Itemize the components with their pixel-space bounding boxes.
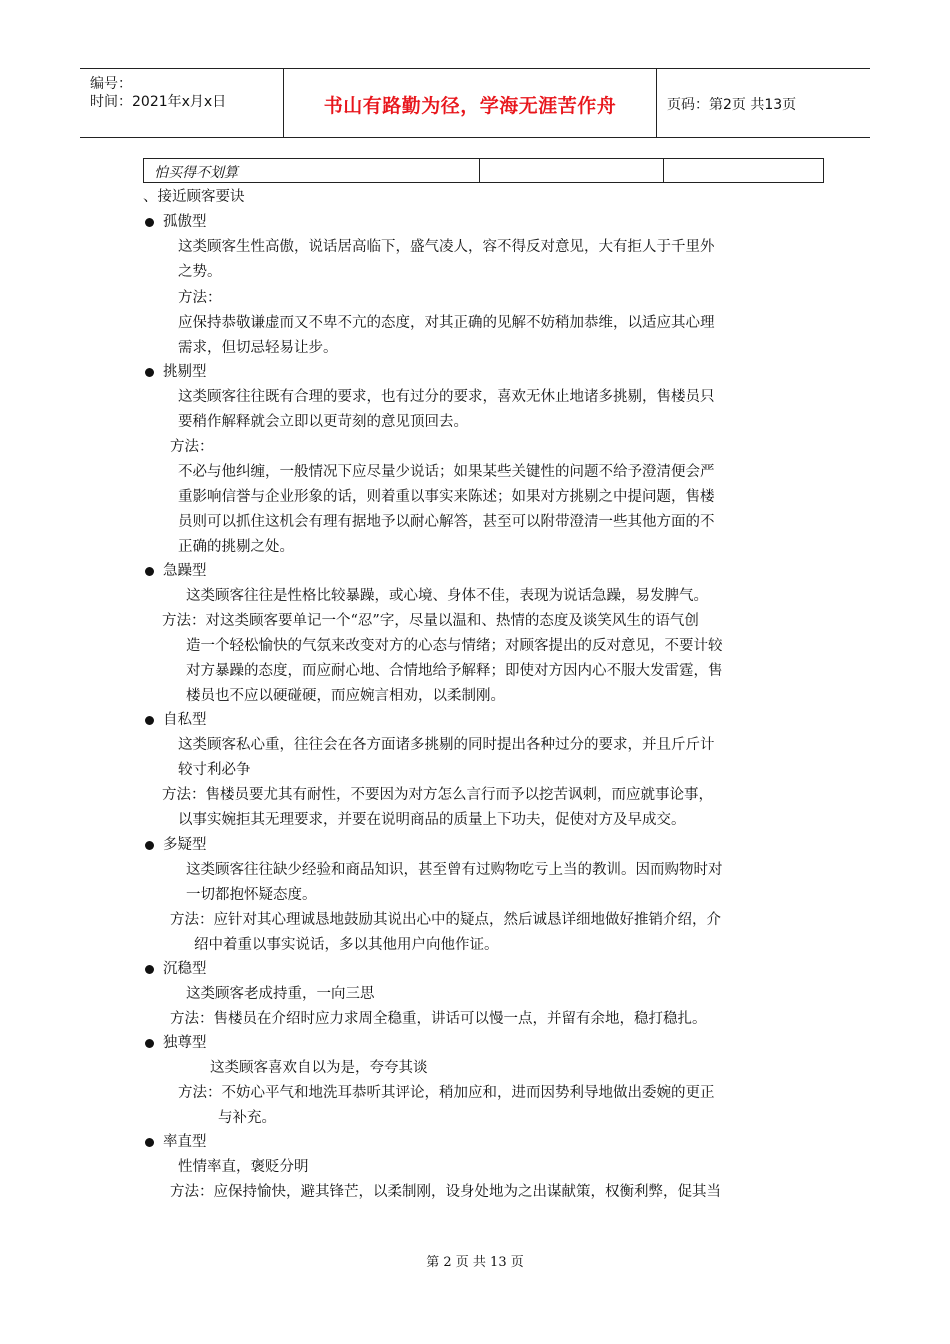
header-motto-cell [284,69,657,137]
type-heading: 沉稳型 [163,961,207,977]
body-line: 较寸利必争 [178,762,251,778]
body-line: 以事实婉拒其无理要求，并要在说明商品的质量上下功夫，促使对方及早成交。 [178,812,686,828]
type-heading: 急躁型 [163,563,207,579]
body-line: 与补充。 [218,1110,276,1126]
section-title: 、接近顾客要诀 [143,189,245,205]
body-line: 这类顾客往往既有合理的要求，也有过分的要求，喜欢无休止地诸多挑剔，售楼员只 [178,389,715,405]
number-label: 编号： [90,76,132,92]
page-header [80,68,870,138]
type-heading: 多疑型 [163,837,207,853]
body-line: 要稍作解释就会立即以更苛刻的意见顶回去。 [178,414,468,430]
body-line: 这类顾客往往缺少经验和商品知识，甚至曾有过购物吃亏上当的教训。因而购物时对 [186,862,723,878]
body-line: 一切都抱怀疑态度。 [186,887,317,903]
body-line: 方法：售楼员在介绍时应力求周全稳重，讲话可以慢一点，并留有余地，稳打稳扎。 [170,1011,707,1027]
type-heading: 独尊型 [163,1035,207,1051]
body-line: 这类顾客私心重，往往会在各方面诸多挑剔的同时提出各种过分的要求，并且斤斤计 [178,737,715,753]
body-line: 应保持恭敬谦虚而又不卑不亢的态度，对其正确的见解不妨稍加恭维，以适应其心理 [178,315,715,331]
type-heading: 自私型 [163,712,207,728]
page-number-label: 页码：第2页 共13页 [667,97,797,113]
type-heading: 率直型 [163,1134,207,1150]
bullet-icon [145,218,154,227]
body-line: 正确的挑剔之处。 [178,539,294,555]
body-line: 方法：应保持愉快，避其锋芒，以柔制刚，设身处地为之出谋献策，权衡利弊，促其当 [170,1184,721,1200]
body-line: 性情率直，褒贬分明 [178,1159,309,1175]
header-page-cell [657,69,870,137]
body-line: 不必与他纠缠，一般情况下应尽量少说话；如果某些关键性的问题不给予澄清便会严 [178,464,715,480]
bullet-icon [145,1138,154,1147]
body-line: 绍中着重以事实说话，多以其他用户向他作证。 [194,937,499,953]
body-line: 这类顾客喜欢自以为是，夸夸其谈 [210,1060,428,1076]
body-line: 方法：售楼员要尤其有耐性，不要因为对方怎么言行而予以挖苦讽刺，而应就事论事， [162,787,713,803]
body-line: 员则可以抓住这机会有理有据地予以耐心解答，甚至可以附带澄清一些其他方面的不 [178,514,715,530]
type-heading: 挑剔型 [163,364,207,380]
body-line: 需求，但切忌轻易让步。 [178,340,338,356]
bullet-icon [145,1039,154,1048]
motto: 书山有路勤为径，学海无涯苦作舟 [323,95,617,117]
bullet-icon [145,368,154,377]
bullet-icon [145,841,154,850]
body-line: 方法：对这类顾客要单记一个“忍”字，尽量以温和、热情的态度及谈笑风生的语气创 [162,613,699,629]
table-cell-empty [480,159,664,182]
body-line: 对方暴躁的态度，而应耐心地、合情地给予解释；即使对方因内心不服大发雷霆，售 [186,663,723,679]
body-line: 方法：应针对其心理诚恳地鼓励其说出心中的疑点，然后诚恳详细地做好推销介绍，介 [170,912,721,928]
type-heading: 孤傲型 [163,214,207,230]
body-line: 楼员也不应以硬碰硬，而应婉言相劝，以柔制刚。 [186,688,505,704]
table-row [143,158,824,183]
page-footer: 第 2 页 共 13 页 [426,1255,524,1270]
bullet-icon [145,567,154,576]
body-line: 方法： [178,290,222,306]
body-line: 这类顾客老成持重，一向三思 [186,986,375,1002]
bullet-icon [145,965,154,974]
table-cell [144,159,480,182]
time-label: 时间：2021年x月x日 [90,94,227,110]
table-cell-text: 怕买得不划算 [154,165,238,181]
bullet-icon [145,716,154,725]
header-meta-cell [80,69,284,137]
body-line: 重影响信誉与企业形象的话，则着重以事实来陈述；如果对方挑剔之中提问题，售楼 [178,489,715,505]
body-line: 造一个轻松愉快的气氛来改变对方的心态与情绪；对顾客提出的反对意见，不要计较 [186,638,723,654]
body-line: 这类顾客生性高傲，说话居高临下，盛气凌人，容不得反对意见，大有拒人于千里外 [178,239,715,255]
body-line: 之势。 [178,264,222,280]
body-line: 这类顾客往往是性格比较暴躁，或心境、身体不佳，表现为说话急躁，易发脾气。 [186,588,708,604]
body-line: 方法：不妨心平气和地洗耳恭听其评论，稍加应和，进而因势利导地做出委婉的更正 [178,1085,715,1101]
body-line: 方法： [170,439,214,455]
